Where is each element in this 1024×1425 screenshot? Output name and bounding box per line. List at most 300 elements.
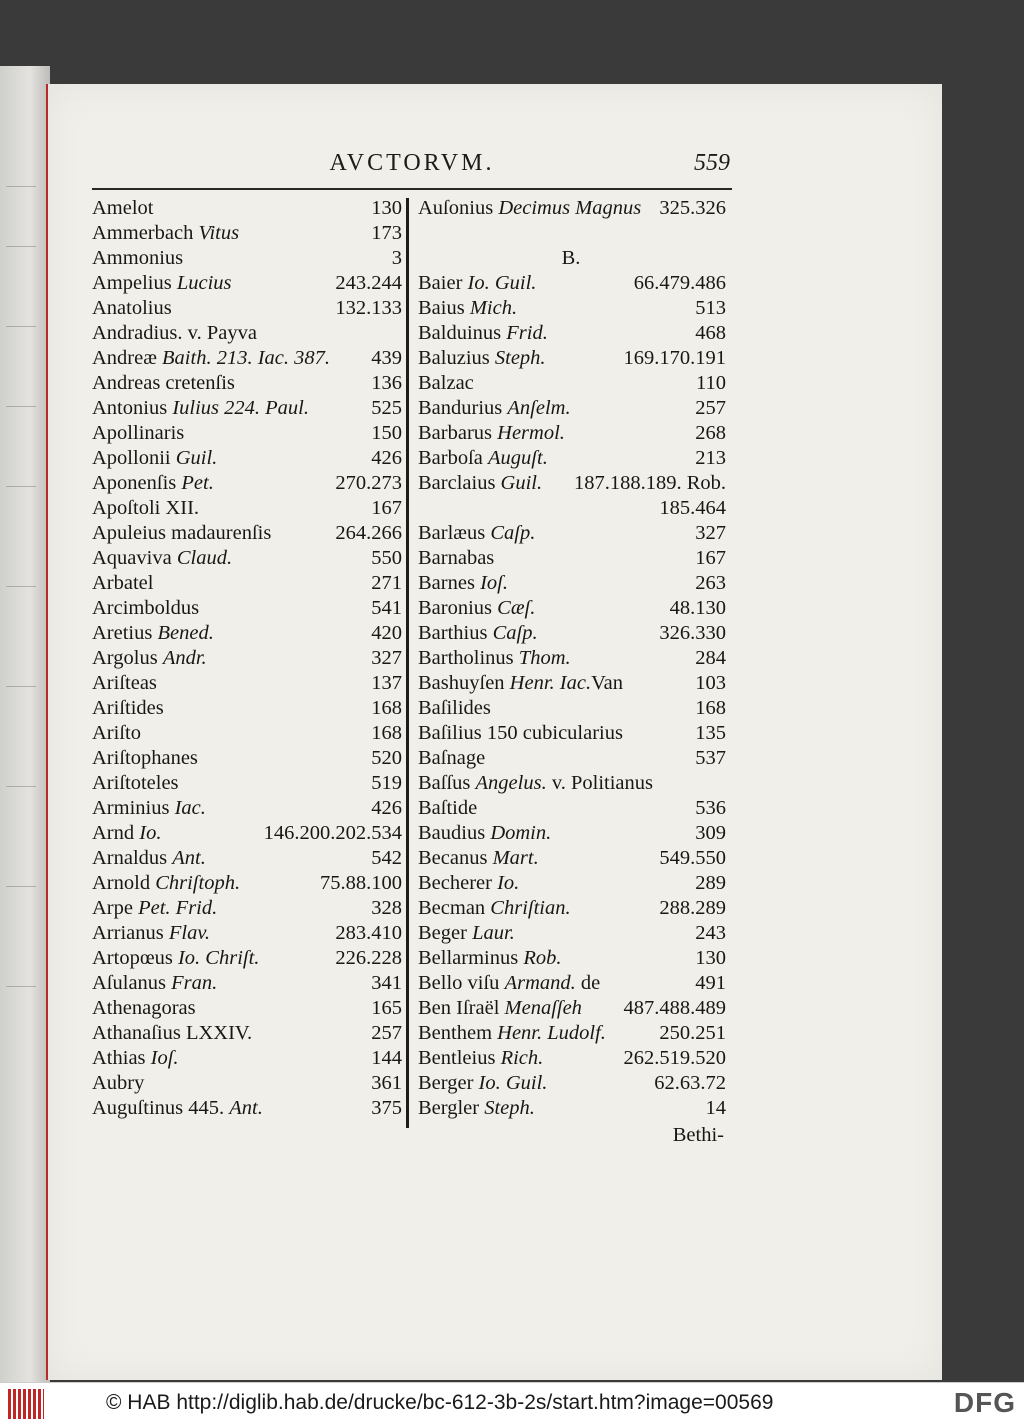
index-entry: [414, 396, 728, 421]
entry-pages: 48.130: [669, 597, 726, 619]
entry-name: [418, 821, 551, 846]
entry-suffix: Van: [591, 672, 623, 694]
entry-forename: Chriſtian.: [490, 897, 571, 919]
index-entry: [414, 196, 728, 221]
entry-surname: Arnd: [92, 822, 140, 844]
entry-forename: Io. Chriſt.: [177, 947, 260, 969]
entry-surname: Arnaldus: [92, 847, 173, 869]
index-entry: [414, 596, 728, 621]
index-entry: [88, 371, 404, 396]
index-entry: [88, 1096, 404, 1121]
entry-pages: 187.188.189. Rob.: [573, 472, 726, 494]
index-entry: [88, 846, 404, 871]
entry-pages: 525: [371, 397, 402, 419]
index-entry: [88, 496, 404, 521]
source-credit[interactable]: © HAB http://diglib.hab.de/drucke/bc-612-3b-2s/start.htm?image=00569: [106, 1391, 774, 1414]
entry-pages: 226.228: [335, 947, 402, 969]
entry-name: [92, 946, 259, 971]
entry-name: [418, 271, 536, 296]
entry-name: [92, 521, 271, 546]
entry-name: [418, 296, 517, 321]
entry-name: [92, 796, 206, 821]
entry-name: [92, 246, 183, 271]
entry-forename: Lucius: [176, 272, 232, 294]
entry-surname: Arcimboldus: [92, 597, 200, 619]
entry-forename: Domin.: [490, 822, 552, 844]
entry-pages: 168: [371, 722, 402, 744]
entry-pages: 103: [695, 672, 726, 694]
entry-surname: Baſnage: [418, 747, 486, 769]
entry-name: [92, 296, 172, 321]
index-entry: [88, 396, 404, 421]
entry-name: [92, 371, 235, 396]
entry-forename: Io.: [497, 872, 520, 894]
entry-forename: Thom.: [518, 647, 571, 669]
index-entry: [88, 596, 404, 621]
entry-name: [92, 971, 217, 996]
entry-name: [92, 346, 330, 371]
entry-forename: Rob.: [523, 947, 562, 969]
entry-name: [418, 521, 535, 546]
entry-pages: 150: [371, 422, 402, 444]
entry-pages: 550: [371, 547, 402, 569]
entry-pages: 268: [695, 422, 726, 444]
entry-surname: Apollinaris: [92, 422, 185, 444]
entry-pages: 375: [371, 1097, 402, 1119]
entry-pages: 288.289: [659, 897, 726, 919]
entry-name: [92, 546, 232, 571]
entry-name: [418, 771, 653, 796]
entry-pages: 341: [371, 972, 402, 994]
index-entry: [88, 796, 404, 821]
entry-surname: Bartholinus: [418, 647, 519, 669]
index-entry: [414, 271, 728, 296]
entry-surname: Apuleius madaurenſis: [92, 522, 272, 544]
entry-name: [418, 371, 474, 396]
entry-suffix: de: [575, 972, 601, 994]
entry-forename: Henr. Ludolf.: [497, 1022, 606, 1044]
entry-surname: Athenagoras: [92, 997, 196, 1019]
entry-forename: Io. Guil.: [467, 272, 537, 294]
entry-surname: Andreæ: [92, 347, 163, 369]
entry-pages: 326.330: [659, 622, 726, 644]
entry-forename: Io.: [139, 822, 162, 844]
index-entry: [414, 621, 728, 646]
entry-surname: Artopœus: [92, 947, 178, 969]
entry-surname: Baius: [418, 297, 470, 319]
entry-surname: Antonius: [92, 397, 173, 419]
index-entry: [414, 371, 728, 396]
entry-surname: Aubry: [92, 1072, 145, 1094]
index-entry: [414, 296, 728, 321]
index-entry: [88, 646, 404, 671]
entry-pages: 426: [371, 797, 402, 819]
entry-surname: Auguſtinus 445.: [92, 1097, 230, 1119]
entry-pages: 420: [371, 622, 402, 644]
entry-surname: Aponenſis: [92, 472, 182, 494]
index-entry: [414, 221, 728, 246]
entry-surname: Athias: [92, 1047, 151, 1069]
entry-name: [418, 721, 623, 746]
entry-name: [418, 446, 548, 471]
index-entry: [88, 671, 404, 696]
catchword: Bethi-: [672, 1124, 724, 1146]
entry-surname: Barnes: [418, 572, 481, 594]
entry-name: [418, 646, 571, 671]
entry-forename: Angelus.: [475, 772, 547, 794]
index-entry: [88, 346, 404, 371]
index-entry: [88, 1071, 404, 1096]
entry-forename: Baith. 213. Iac. 387.: [162, 347, 330, 369]
index-entry: [414, 696, 728, 721]
entry-surname: Baier: [418, 272, 468, 294]
index-entry: [414, 521, 728, 546]
entry-pages: 262.519.520: [623, 1047, 726, 1069]
entry-forename: Chriſtoph.: [155, 872, 241, 894]
index-entry: [414, 246, 728, 271]
index-entry: [88, 446, 404, 471]
entry-name: [92, 621, 214, 646]
index-entry: [414, 546, 728, 571]
entry-name: [418, 321, 548, 346]
entry-surname: Argolus: [92, 647, 163, 669]
entry-pages: 132.133: [335, 297, 402, 319]
entry-pages: 165: [371, 997, 402, 1019]
index-entry: [414, 346, 728, 371]
index-entry: [88, 571, 404, 596]
index-entry: [414, 496, 728, 521]
entry-surname: Becman: [418, 897, 491, 919]
index-entry: [88, 721, 404, 746]
entry-surname: Baſilides: [418, 697, 491, 719]
index-column-left: [88, 196, 404, 1121]
entry-name: [418, 546, 494, 571]
entry-pages: 136: [371, 372, 402, 394]
entry-forename: Caſp.: [492, 622, 538, 644]
entry-surname: Berger: [418, 1072, 479, 1094]
entry-pages: 250.251: [659, 1022, 726, 1044]
index-entry: [414, 971, 728, 996]
index-entry: [414, 921, 728, 946]
entry-surname: Arnold: [92, 872, 156, 894]
page-number: 559: [694, 150, 730, 176]
entry-surname: Becherer: [418, 872, 498, 894]
entry-forename: Ant.: [229, 1097, 263, 1119]
index-entry: [414, 471, 728, 496]
entry-name: [92, 471, 214, 496]
index-entry: [88, 921, 404, 946]
entry-pages: 426: [371, 447, 402, 469]
entry-forename: Decimus Magnus: [498, 197, 642, 219]
entry-surname: Ariſto: [92, 722, 141, 744]
entry-pages: 257: [695, 397, 726, 419]
entry-pages: 3: [391, 247, 402, 269]
barcode-icon: [8, 1389, 44, 1419]
edge-mark: [6, 406, 36, 415]
index-entry: [88, 321, 404, 346]
index-entry: [88, 546, 404, 571]
entry-name: [418, 596, 535, 621]
entry-name: [92, 696, 164, 721]
entry-surname: Barboſa: [418, 447, 489, 469]
index-entry: [88, 971, 404, 996]
entry-pages: 541: [371, 597, 402, 619]
entry-surname: Ampelius: [92, 272, 177, 294]
entry-name: [418, 621, 538, 646]
entry-pages: 549.550: [659, 847, 726, 869]
edge-mark: [6, 586, 36, 595]
entry-name: [414, 246, 728, 271]
entry-pages: 168: [371, 697, 402, 719]
index-entry: [88, 296, 404, 321]
entry-name: [92, 771, 179, 796]
entry-forename: Claud.: [176, 547, 233, 569]
entry-name: [92, 996, 196, 1021]
entry-forename: Cæſ.: [497, 597, 536, 619]
index-entry: [414, 796, 728, 821]
entry-surname: Ammerbach: [92, 222, 199, 244]
index-entry: [414, 1046, 728, 1071]
entry-forename: Fran.: [171, 972, 218, 994]
entry-pages: 137: [371, 672, 402, 694]
entry-forename: Pet. Frid.: [138, 897, 218, 919]
viewer-footer: [0, 1382, 1024, 1425]
adjacent-page-edge: [0, 66, 50, 1382]
index-entry: [414, 846, 728, 871]
entry-surname: Bellarminus: [418, 947, 524, 969]
entry-surname: Ariſtophanes: [92, 747, 198, 769]
index-entry: [414, 446, 728, 471]
index-entry: [88, 896, 404, 921]
entry-surname: Arbatel: [92, 572, 154, 594]
entry-pages: 169.170.191: [623, 347, 726, 369]
index-entry: [414, 821, 728, 846]
entry-pages: 135: [695, 722, 726, 744]
entry-surname: Athanaſius LXXIV.: [92, 1022, 253, 1044]
page-title: AVCTORVM.: [329, 150, 495, 176]
entry-name: [92, 271, 232, 296]
index-entry: [88, 746, 404, 771]
entry-forename: Caſp.: [490, 522, 536, 544]
entry-name: [418, 946, 562, 971]
entry-forename: Frid.: [506, 322, 548, 344]
index-entry: [88, 271, 404, 296]
entry-forename: Auguſt.: [488, 447, 548, 469]
entry-forename: Iulius 224. Paul.: [172, 397, 309, 419]
entry-pages: 439: [371, 347, 402, 369]
entry-name: [418, 896, 571, 921]
entry-name: [92, 321, 257, 346]
index-entry: [414, 671, 728, 696]
entry-forename: Hermol.: [497, 422, 565, 444]
entry-pages: 513: [695, 297, 726, 319]
entry-pages: 75.88.100: [320, 872, 402, 894]
index-entry: [88, 1021, 404, 1046]
entry-name: [418, 746, 485, 771]
index-entry: [88, 221, 404, 246]
entry-pages: 62.63.72: [654, 1072, 726, 1094]
entry-surname: Apollonii: [92, 447, 176, 469]
entry-surname: Bashuyſen: [418, 672, 510, 694]
entry-forename: Mart.: [492, 847, 539, 869]
entry-name: [418, 846, 539, 871]
entry-name: [418, 196, 641, 221]
entry-name: [418, 871, 519, 896]
edge-mark: [6, 786, 36, 795]
index-entry: [88, 521, 404, 546]
entry-pages: 271: [371, 572, 402, 594]
entry-surname: Baſtide: [418, 797, 478, 819]
entry-surname: Aretius: [92, 622, 158, 644]
entry-pages: 537: [695, 747, 726, 769]
index-entry: [88, 946, 404, 971]
entry-pages: 146.200.202.534: [263, 822, 402, 844]
edge-mark: [6, 886, 36, 895]
entry-pages: 130: [695, 947, 726, 969]
entry-surname: Arpe: [92, 897, 139, 919]
entry-surname: Baſſus: [418, 772, 476, 794]
entry-surname: Barclaius: [418, 472, 501, 494]
entry-name: [92, 421, 184, 446]
index-entry: [88, 196, 404, 221]
dfg-logo: DFG: [953, 1387, 1016, 1418]
entry-name: [418, 571, 508, 596]
entry-surname: Barnabas: [418, 547, 495, 569]
edge-mark: [6, 686, 36, 695]
entry-pages: 130: [371, 197, 402, 219]
entry-forename: Steph.: [484, 1097, 535, 1119]
index-entry: [414, 1071, 728, 1096]
entry-name: [92, 496, 199, 521]
entry-surname: Beger: [418, 922, 473, 944]
index-entry: [88, 821, 404, 846]
entry-surname: Andreas cretenſis: [92, 372, 235, 394]
index-entry: [88, 771, 404, 796]
entry-surname: Bentleius: [418, 1047, 501, 1069]
entry-name: [92, 671, 157, 696]
entry-pages: 491: [695, 972, 726, 994]
entry-surname: Apoſtoli XII.: [92, 497, 200, 519]
index-entry: [414, 771, 728, 796]
entry-surname: Barlæus: [418, 522, 491, 544]
entry-pages: 328: [371, 897, 402, 919]
index-entry: [88, 996, 404, 1021]
edge-mark: [6, 986, 36, 995]
entry-surname: Anatolius: [92, 297, 172, 319]
entry-forename: Iac.: [174, 797, 206, 819]
entry-pages: 520: [371, 747, 402, 769]
entry-surname: B.: [561, 247, 581, 269]
entry-surname: Bandurius: [418, 397, 508, 419]
entry-forename: Laur.: [472, 922, 515, 944]
entry-pages: 14: [705, 1097, 726, 1119]
index-entry: [414, 1096, 728, 1121]
entry-suffix: v. Politianus: [546, 772, 654, 794]
index-entry: [88, 1046, 404, 1071]
index-entry: [414, 871, 728, 896]
entry-name: [92, 821, 161, 846]
entry-name: [92, 896, 217, 921]
entry-name: [92, 921, 210, 946]
entry-pages: 185.464: [659, 497, 726, 519]
entry-pages: 289: [695, 872, 726, 894]
entry-name: [92, 196, 154, 221]
entry-name: [418, 696, 491, 721]
entry-forename: Andr.: [162, 647, 207, 669]
entry-pages: 487.488.489: [623, 997, 726, 1019]
entry-name: [92, 871, 240, 896]
entry-name: [418, 396, 571, 421]
entry-name: [418, 1071, 547, 1096]
entry-name: [418, 971, 600, 996]
entry-pages: 264.266: [335, 522, 402, 544]
entry-surname: Balzac: [418, 372, 474, 394]
entry-pages: 361: [371, 1072, 402, 1094]
entry-name: [92, 446, 217, 471]
index-entry: [414, 996, 728, 1021]
entry-name: [418, 1021, 606, 1046]
index-entry: [88, 871, 404, 896]
entry-name: [418, 346, 546, 371]
index-column-right: [414, 196, 728, 1121]
entry-pages: 325.326: [659, 197, 726, 219]
edge-mark: [6, 246, 36, 255]
entry-pages: 243.244: [335, 272, 402, 294]
entry-forename: Vitus: [198, 222, 240, 244]
index-entry: [88, 471, 404, 496]
entry-name: [92, 1021, 252, 1046]
entry-surname: Ben Iſraël: [418, 997, 505, 1019]
index-entry: [414, 746, 728, 771]
entry-surname: Ammonius: [92, 247, 184, 269]
entry-forename: Steph.: [494, 347, 546, 369]
entry-forename: Ioſ.: [480, 572, 508, 594]
entry-name: [418, 671, 623, 696]
entry-surname: Aquaviva: [92, 547, 177, 569]
entry-surname: Arminius: [92, 797, 175, 819]
entry-name: [92, 1096, 263, 1121]
entry-pages: 167: [695, 547, 726, 569]
entry-pages: 284: [695, 647, 726, 669]
entry-surname: Baſilius 150 cubicularius: [418, 722, 623, 744]
entry-pages: 66.479.486: [633, 272, 726, 294]
entry-forename: Ioſ.: [150, 1047, 179, 1069]
index-entry: [414, 896, 728, 921]
entry-forename: Menaſſeh: [504, 997, 582, 1019]
entry-surname: Aſulanus: [92, 972, 172, 994]
index-entry: [414, 646, 728, 671]
entry-pages: 536: [695, 797, 726, 819]
entry-surname: Baronius: [418, 597, 498, 619]
index-entry: [88, 621, 404, 646]
entry-name: [418, 796, 477, 821]
entry-surname: Barbarus: [418, 422, 498, 444]
entry-pages: 110: [696, 372, 726, 394]
entry-name: [92, 746, 198, 771]
entry-name: [92, 1046, 179, 1071]
entry-pages: 309: [695, 822, 726, 844]
index-entry: [88, 696, 404, 721]
entry-forename: Guil.: [500, 472, 543, 494]
entry-forename: Ant.: [172, 847, 206, 869]
header-rule: [92, 188, 732, 190]
entry-surname: Barthius: [418, 622, 493, 644]
entry-pages: 270.273: [335, 472, 402, 494]
entry-surname: Baudius: [418, 822, 491, 844]
index-entry: [414, 721, 728, 746]
entry-forename: Bened.: [157, 622, 214, 644]
entry-surname: Auſonius: [418, 197, 499, 219]
